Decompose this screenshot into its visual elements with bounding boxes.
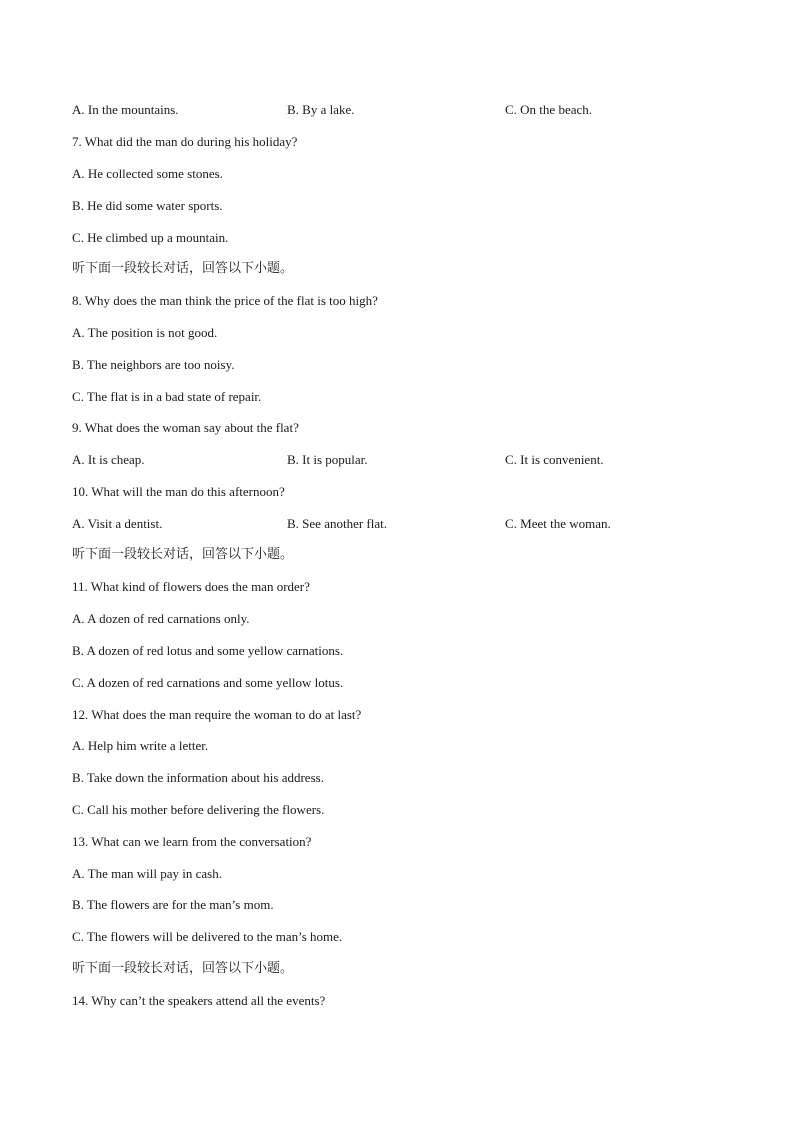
q12-option-b: B. Take down the information about his address. xyxy=(72,770,324,785)
q9-option-c: C. It is convenient. xyxy=(505,452,604,467)
q7-question: 7. What did the man do during his holiday? xyxy=(72,134,298,149)
q13-question: 13. What can we learn from the conversation? xyxy=(72,834,312,849)
q11-option-b: B. A dozen of red lotus and some yellow carnations. xyxy=(72,643,344,658)
q11-option-c: C. A dozen of red carnations and some yellow lotus. xyxy=(72,675,344,690)
q9-options-row xyxy=(72,452,722,468)
q12-option-a: A. Help him write a letter. xyxy=(72,738,209,753)
q9-option-a: A. It is cheap. xyxy=(72,452,145,467)
q10-question: 10. What will the man do this afternoon? xyxy=(72,484,285,499)
section-instruction-2: 听下面一段较长对话，回答以下小题。 xyxy=(72,547,294,562)
q8-question: 8. Why does the man think the price of the flat is too high? xyxy=(72,293,378,308)
q10-option-b: B. See another flat. xyxy=(287,516,387,531)
q8-option-c: C. The flat is in a bad state of repair. xyxy=(72,389,262,404)
q12-option-c: C. Call his mother before delivering the flowers. xyxy=(72,802,325,817)
q9-option-b: B. It is popular. xyxy=(287,452,368,467)
q10-option-c: C. Meet the woman. xyxy=(505,516,611,531)
q8-option-b: B. The neighbors are too noisy. xyxy=(72,357,235,372)
q6-option-c: C. On the beach. xyxy=(505,102,593,117)
q13-option-c: C. The flowers will be delivered to the man’s home. xyxy=(72,929,343,944)
q7-option-c: C. He climbed up a mountain. xyxy=(72,230,229,245)
q6-option-a: A. In the mountains. xyxy=(72,102,179,117)
q11-option-a: A. A dozen of red carnations only. xyxy=(72,611,250,626)
q14-question: 14. Why can’t the speakers attend all the events? xyxy=(72,993,326,1008)
q6-option-b: B. By a lake. xyxy=(287,102,355,117)
q13-option-a: A. The man will pay in cash. xyxy=(72,866,222,881)
section-instruction-1: 听下面一段较长对话，回答以下小题。 xyxy=(72,261,294,276)
q13-option-b: B. The flowers are for the man’s mom. xyxy=(72,897,274,912)
q11-question: 11. What kind of flowers does the man order? xyxy=(72,579,310,594)
q7-option-b: B. He did some water sports. xyxy=(72,198,223,213)
q10-option-a: A. Visit a dentist. xyxy=(72,516,163,531)
q9-question: 9. What does the woman say about the flat? xyxy=(72,420,299,435)
section-instruction-3: 听下面一段较长对话，回答以下小题。 xyxy=(72,961,294,976)
q6-options-row xyxy=(72,102,722,118)
q8-option-a: A. The position is not good. xyxy=(72,325,218,340)
q12-question: 12. What does the man require the woman to do at last? xyxy=(72,707,362,722)
q10-options-row xyxy=(72,516,722,532)
q7-option-a: A. He collected some stones. xyxy=(72,166,223,181)
